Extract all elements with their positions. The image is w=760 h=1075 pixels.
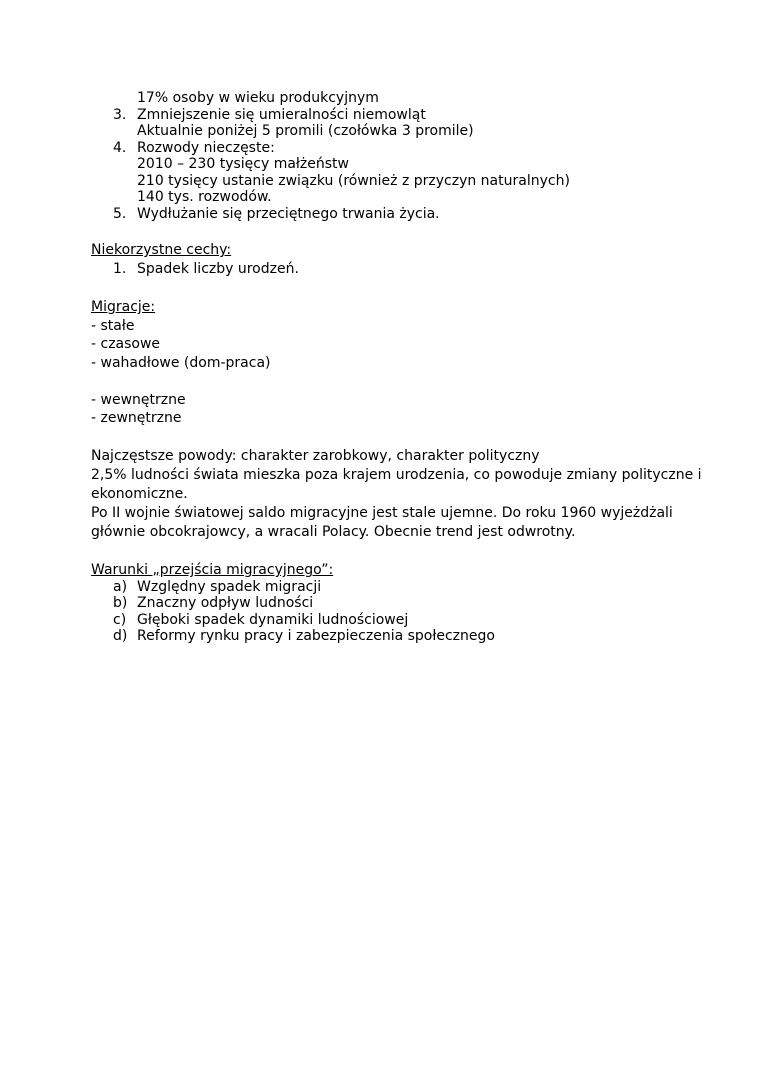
list-item-text: Głęboki spadek dynamiki ludnościowej [137, 611, 409, 628]
list-item-4-sub-1: 2010 – 230 tysięcy małżeństw [137, 156, 349, 172]
section-heading: Migracje: [91, 299, 156, 315]
migration-type: - czasowe [91, 336, 161, 352]
list-item-b [91, 595, 711, 612]
list-item-3 [91, 107, 711, 124]
list-item-a [91, 579, 711, 596]
list-item-4-sub-2: 210 tysięcy ustanie związku (również z przyczyn naturalnych) [137, 172, 570, 189]
section-heading: Warunki „przejścia migracyjnego”: [91, 562, 334, 578]
list-item-5 [91, 206, 711, 223]
migration-type: - wahadłowe (dom-praca) [91, 354, 271, 371]
blank-line [91, 372, 711, 391]
migration-direction: - zewnętrzne [91, 410, 182, 426]
list-item-4-sub-3: 140 tys. rozwodów. [137, 189, 272, 205]
conditions-section [91, 562, 711, 645]
list-number: 5. [113, 205, 127, 222]
list-number: a) [113, 578, 128, 595]
list-item-text: Względny spadek migracji [137, 578, 322, 595]
list-item-3-sub: Aktualnie poniżej 5 promili (czołówka 3 promile) [137, 123, 474, 139]
top-numbered-list [91, 90, 711, 222]
list-number: 3. [113, 106, 127, 123]
list-number: b) [113, 595, 128, 611]
list-continuation: 17% osoby w wieku produkcyjnym [137, 90, 379, 106]
list-number: d) [113, 628, 128, 644]
list-item-text: Rozwody nieczęste: [137, 139, 275, 156]
list-number: 4. [113, 139, 127, 156]
list-item-text: Reformy rynku pracy i zabezpieczenia społecznego [137, 628, 495, 644]
list-item-text: Znaczny odpływ ludności [137, 595, 314, 611]
paragraph: Po II wojnie światowej saldo migracyjne jest stale ujemne. Do roku 1960 wyjeżdżali głównie obcokrajowcy, a wracali Polacy. Obecnie trend jest odwrotny. [91, 505, 673, 540]
list-item-d [91, 628, 711, 645]
paragraph: 2,5% ludności świata mieszka poza krajem urodzenia, co powoduje zmiany polityczne i ekonomiczne. [91, 467, 702, 502]
list-item-1 [91, 261, 711, 278]
list-number: c) [113, 611, 127, 628]
migrations-section [91, 298, 711, 428]
list-item-text: Wydłużanie się przeciętnego trwania życia. [137, 205, 440, 222]
section-heading: Niekorzystne cechy: [91, 242, 232, 258]
migration-direction: - wewnętrzne [91, 391, 186, 408]
list-item-text: Zmniejszenie się umieralności niemowląt [137, 106, 426, 123]
list-number: 1. [113, 260, 127, 277]
list-item-c [91, 612, 711, 629]
list-item-text: Spadek liczby urodzeń. [137, 260, 299, 277]
paragraphs-section [91, 447, 711, 542]
list-item-4 [91, 140, 711, 157]
migration-type: - stałe [91, 317, 135, 334]
unfavorable-section [91, 242, 711, 277]
paragraph: Najczęstsze powody: charakter zarobkowy, charakter polityczny [91, 448, 540, 464]
